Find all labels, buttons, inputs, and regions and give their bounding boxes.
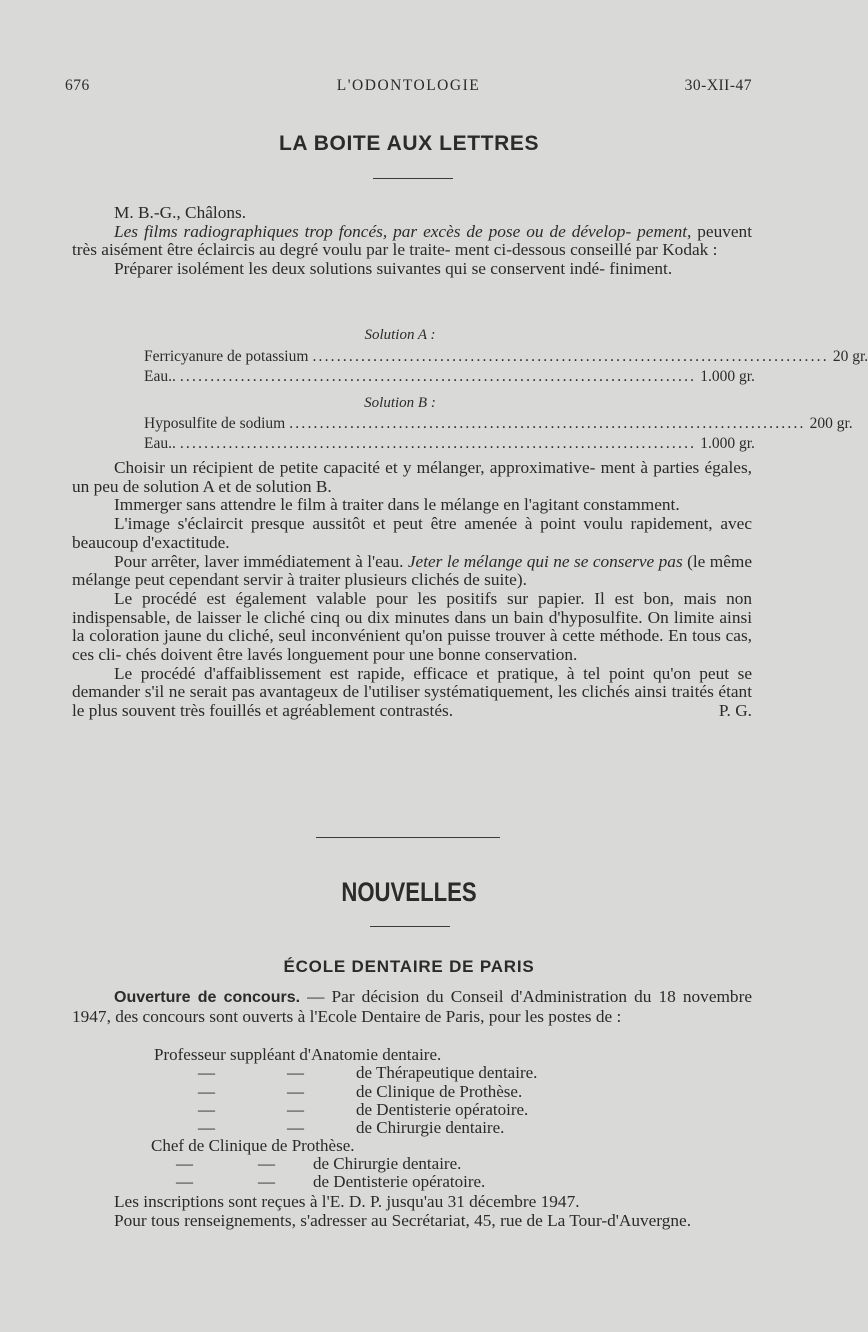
ingredient-name: Eau.. [144, 368, 176, 385]
news-closing [72, 1193, 752, 1230]
dot-leader: ..................................................................................... [179, 435, 697, 452]
letters-body-bottom [72, 459, 752, 721]
weaken-paragraph [72, 665, 752, 721]
registration-paragraph: Les inscriptions sont reçues à l'E. D. P. jusqu'au 31 décembre 1947. [114, 1192, 580, 1211]
prepare-paragraph: Préparer isolément les deux solutions suivantes qui se conservent indé- finiment. [114, 259, 673, 279]
dot-leader: ..................................................................................... [179, 368, 697, 385]
ingredient-quantity: 1.000 gr. [700, 368, 755, 385]
ditto-dash: — [198, 1100, 215, 1119]
weaken-text: Le procédé d'affaiblissement est rapide, efficace et pratique, à tel point qu'on peut se demander s'il ne serait pas avantageux de l'utiliser systématiquement, les clichés ainsi traités étant le plus souvent très fouillés et agréablement contrastés. [72, 663, 752, 721]
ditto-dash: — [198, 1118, 215, 1137]
stop-text-end: (le même mélange peut cependant servir à traiter plusieurs clichés de suite). [72, 551, 752, 590]
letters-body-top [72, 204, 752, 279]
solution-a-row [144, 368, 755, 388]
post-item: de Chirurgie dentaire. [356, 1118, 505, 1137]
news-section-title: NOUVELLES [341, 877, 477, 907]
ingredient-name: Ferricyanure de potassium [144, 348, 309, 365]
lead-bold: Ouverture de concours. [114, 989, 301, 1006]
news-title-rule [370, 926, 450, 927]
ditto-dash: — [176, 1154, 193, 1173]
running-head [65, 77, 752, 97]
stop-italic: Jeter le mélange qui ne se conserve pas [407, 551, 683, 571]
section-divider [316, 837, 500, 838]
news-lead [72, 988, 752, 1026]
info-paragraph: Pour tous renseignements, s'adresser au Secrétariat, 45, rue de La Tour-d'Auvergne. [114, 1210, 692, 1230]
ingredient-quantity: 20 gr. [832, 348, 868, 365]
valid-paragraph: Le procédé est également valable pour les positifs sur papier. Il est bon, mais non indispensable, de laisser le cliché cinq ou dix minutes dans un bain d'hyposulfite. On limite ainsi la coloration jaune du cliché, seul inconvénient qu'on puisse trouver à cette méthode. En tous cas, ces cli- chés doivent être lavés longuement pour une bonne conservation. [72, 588, 752, 665]
solution-b-row [144, 435, 755, 455]
ingredient-quantity: 200 gr. [809, 415, 853, 432]
school-subtitle: ÉCOLE DENTAIRE DE PARIS [283, 957, 535, 976]
intro-rest: peuvent très aisément être éclaircis au degré voulu par le traite- ment ci-dessous conseillé par Kodak : [72, 221, 752, 260]
stop-paragraph [72, 553, 752, 590]
page-number: 676 [65, 77, 90, 94]
ingredient-quantity: 1.000 gr. [700, 435, 755, 452]
ditto-dash: — [198, 1063, 215, 1082]
immerse-paragraph: Immerger sans attendre le film à traiter dans le mélange en l'agitant constamment. [114, 495, 680, 515]
post-item: Chef de Clinique de Prothèse. [151, 1136, 355, 1155]
post-item: de Thérapeutique dentaire. [356, 1063, 538, 1082]
lead-paragraph [72, 988, 752, 1026]
lead-text: — Par décision du Conseil d'Administration du 18 novembre 1947, des concours sont ouverts à l'Ecole Dentaire de Paris, pour les postes de : [72, 987, 753, 1026]
ditto-dash: — [198, 1082, 215, 1101]
post-item: Professeur suppléant d'Anatomie dentaire. [154, 1045, 442, 1064]
post-item: de Chirurgie dentaire. [313, 1154, 462, 1173]
signature: P. G. [718, 701, 752, 721]
image-paragraph: L'image s'éclaircit presque aussitôt et peut être amenée à point voulu rapidement, avec beaucoup d'exactitude. [72, 514, 752, 552]
journal-title: L'ODONTOLOGIE [336, 77, 481, 94]
ditto-dash: — [287, 1118, 304, 1137]
title-rule [373, 178, 453, 179]
ditto-dash: — [258, 1154, 275, 1173]
post-item: de Dentisterie opératoire. [356, 1100, 529, 1119]
solution-b-row [144, 415, 853, 435]
ditto-dash: — [287, 1082, 304, 1101]
ditto-dash: — [287, 1063, 304, 1082]
ditto-dash: — [287, 1100, 304, 1119]
ditto-dash: — [176, 1172, 193, 1191]
dot-leader: ..................................................................................... [312, 348, 829, 365]
ingredient-name: Hyposulfite de sodium [144, 415, 286, 432]
choose-paragraph: Choisir un récipient de petite capacité et y mélanger, approximative- ment à parties égales, un peu de solution A et de solution B. [72, 458, 752, 496]
ingredient-name: Eau.. [144, 435, 176, 452]
post-item: de Clinique de Prothèse. [356, 1082, 523, 1101]
solution-a-label: Solution A : [364, 327, 436, 343]
intro-paragraph [72, 223, 752, 260]
letters-section-title: LA BOITE AUX LETTRES [278, 132, 540, 155]
intro-italic: Les films radiographiques trop foncés, par excès de pose ou de dévelop- pement, [114, 221, 692, 241]
post-item: de Dentisterie opératoire. [313, 1172, 486, 1191]
issue-date: 30-XII-47 [684, 77, 752, 94]
stop-text: Pour arrêter, laver immédiatement à l'eau. [114, 551, 408, 571]
dot-leader: ..................................................................................... [289, 415, 806, 432]
solution-b-label: Solution B : [364, 395, 436, 411]
solution-a-row [144, 348, 868, 368]
addressee: M. B.-G., Châlons. [114, 203, 247, 222]
ditto-dash: — [258, 1172, 275, 1191]
